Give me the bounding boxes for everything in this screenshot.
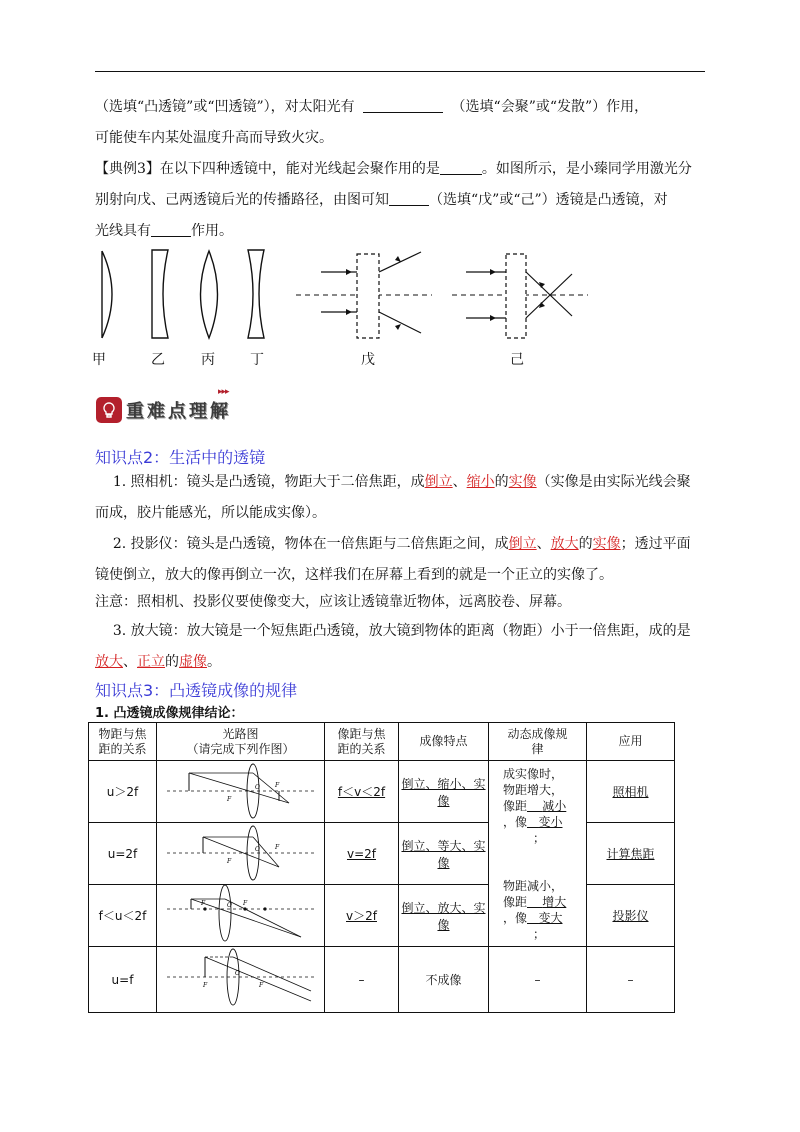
svg-text:O: O: [254, 846, 260, 853]
label-ji: 己: [510, 352, 524, 368]
kp2-camera: 1. 照相机：镜头是凸透镜，物距大于二倍焦距，成倒立、缩小的实像（实像是由实际光线会聚 而成，胶片能感光，所以能成实像）。: [95, 474, 691, 521]
header-diagram: 光路图 （请完成下列作图）: [157, 723, 325, 761]
ray-diagram-3[interactable]: [157, 885, 325, 947]
lens-bing: [201, 251, 218, 338]
kp2-title: 知识点2：生活中的透镜: [95, 448, 266, 467]
cell-v: f＜v＜2f: [325, 761, 399, 823]
lens-yi: [152, 250, 168, 338]
table-row: [89, 761, 675, 823]
cell-features: 倒立、缩小、实像: [399, 761, 489, 823]
answer-blank[interactable]: [363, 96, 443, 113]
lens-ding: [248, 250, 264, 338]
example-3: 【典例3】在以下四种透镜中，能对光线起会聚作用的是 。如图所示，是小臻同学用激光分 别射向戊、己两透镜后光的传播路径，由图可知 （选填“戊”或“己”）透镜是凸透镜，对 光线具有 作用。: [95, 154, 707, 247]
paragraph-intro: （选填“凸透镜”或“凹透镜”），对太阳光有 （选填“会聚”或“发散”）作用， 可能使车内某处温度升高而导致火灾。: [95, 92, 707, 154]
imaging-table: [88, 722, 675, 1013]
svg-text:F: F: [200, 900, 205, 907]
lightbulb-icon: [96, 397, 122, 423]
cell-dynamic: 成实像时， 物距增大， 像距 减小 ，像 变小 ； 物距减小， 像距 增大 ，像 变大 ；: [489, 761, 587, 947]
svg-text:F: F: [258, 982, 263, 989]
header-rule: [95, 71, 705, 72]
cell-u: u=f: [89, 947, 157, 1013]
cell-u: u=2f: [89, 823, 157, 885]
cell-v: v＞2f: [325, 885, 399, 947]
kp2-projector: 2. 投影仪：镜头是凸透镜，物体在一倍焦距与二倍焦距之间，成倒立、放大的实像；透过平面 镜使倒立，放大的像再倒立一次，这样我们在屏幕上看到的就是一个正立的实像了。: [95, 536, 691, 583]
banner-title: 重难点理解: [126, 401, 231, 422]
svg-text:O: O: [226, 902, 232, 909]
label-yi: 乙: [151, 352, 165, 368]
cell-u: f＜u＜2f: [89, 885, 157, 947]
table-row: [89, 947, 675, 1013]
svg-text:O: O: [254, 784, 260, 791]
table-header-row: [89, 723, 675, 761]
cell-application: 计算焦距: [587, 823, 675, 885]
label-jia: 甲: [92, 352, 106, 368]
answer-blank[interactable]: [440, 158, 482, 175]
triple-arrow-icon: ▸▸▸: [218, 387, 229, 397]
header-u: 物距与焦 距的关系: [89, 723, 157, 761]
table-row: [89, 823, 675, 885]
kp3-title: 知识点3：凸透镜成像的规律: [95, 681, 298, 700]
svg-text:F: F: [274, 782, 279, 789]
cell-v: v=2f: [325, 823, 399, 885]
lens-figure: [88, 246, 608, 346]
svg-text:O: O: [234, 970, 240, 977]
cell-v: –: [325, 947, 399, 1013]
lens-jia: [102, 251, 112, 338]
cell-features: 不成像: [399, 947, 489, 1013]
table-row: [89, 885, 675, 947]
header-features: 成像特点: [399, 723, 489, 761]
answer-blank[interactable]: [151, 220, 191, 237]
cell-application: 照相机: [587, 761, 675, 823]
lens-ji: [452, 254, 588, 338]
kp3-subtitle: 1. 凸透镜成像规律结论：: [95, 706, 244, 721]
kp2-magnifier: 3. 放大镜：放大镜是一个短焦距凸透镜，放大镜到物体的距离（物距）小于一倍焦距，成的是 放大、正立的虚像。: [95, 623, 691, 670]
section-banner: [96, 387, 231, 424]
label-ding: 丁: [250, 352, 264, 368]
cell-dynamic: –: [489, 947, 587, 1013]
ray-diagram-4[interactable]: [157, 947, 325, 1013]
svg-text:F: F: [226, 858, 231, 865]
kp2-note: 注意：照相机、投影仪要使像变大，应该让透镜靠近物体，远离胶卷、屏幕。: [95, 594, 571, 610]
svg-text:F: F: [242, 900, 247, 907]
cell-features: 倒立、等大、实像: [399, 823, 489, 885]
answer-blank[interactable]: [389, 189, 429, 206]
label-wu: 戊: [361, 352, 375, 368]
header-v: 像距与焦 距的关系: [325, 723, 399, 761]
svg-text:F: F: [202, 982, 207, 989]
label-bing: 丙: [201, 352, 215, 368]
header-dynamic: 动态成像规 律: [489, 723, 587, 761]
header-application: 应用: [587, 723, 675, 761]
svg-text:F: F: [226, 796, 231, 803]
ray-diagram-1[interactable]: [157, 761, 325, 823]
ray-diagram-2[interactable]: [157, 823, 325, 885]
cell-application: 投影仪: [587, 885, 675, 947]
svg-text:F: F: [274, 844, 279, 851]
cell-features: 倒立、放大、实像: [399, 885, 489, 947]
lens-wu: [296, 252, 432, 338]
cell-u: u＞2f: [89, 761, 157, 823]
cell-application: –: [587, 947, 675, 1013]
